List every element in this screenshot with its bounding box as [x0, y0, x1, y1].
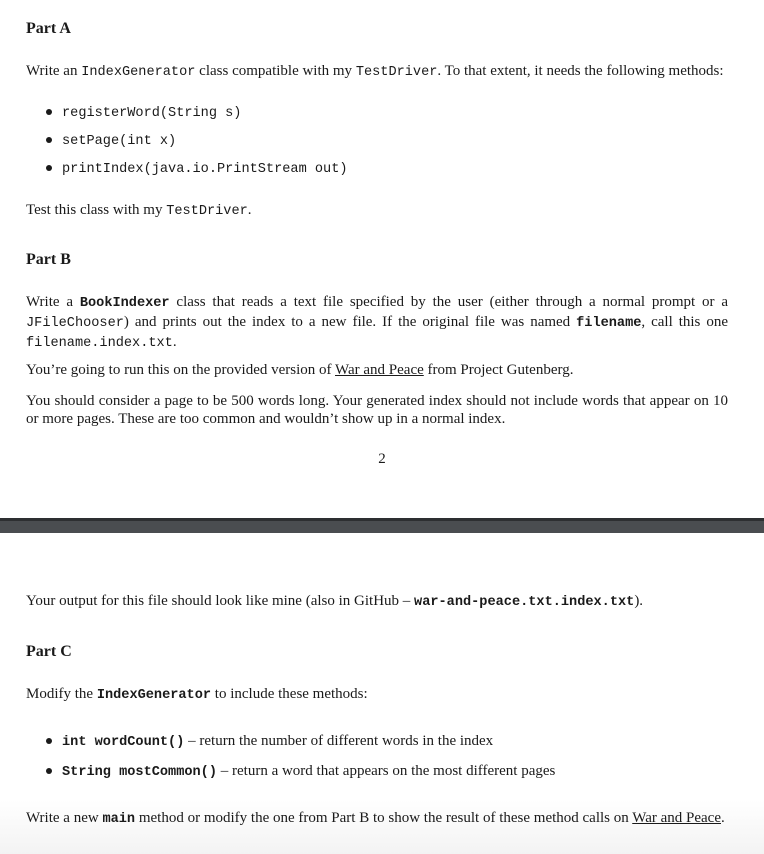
- part-c-heading: Part C: [26, 643, 72, 660]
- part-c-intro: Modify the IndexGenerator to include these methods:: [26, 686, 368, 703]
- method-list-item: String mostCommon() – return a word that appears on the most different pages: [46, 762, 555, 782]
- method-list-item: setPage(int x): [46, 131, 176, 151]
- part-a-intro: Write an IndexGenerator class compatible with my TestDriver. To that extent, it needs the following methods:: [26, 63, 724, 80]
- method-list-item: printIndex(java.io.PrintStream out): [46, 159, 348, 179]
- part-c-final-paragraph: Write a new main method or modify the one from Part B to show the result of these method calls on War and Peace.: [26, 810, 725, 827]
- page-number: 2: [378, 451, 386, 467]
- method-list-item: registerWord(String s): [46, 103, 241, 123]
- part-b-paragraph-2: You’re going to run this on the provided version of War and Peace from Project Gutenberg.: [26, 362, 574, 378]
- part-b-paragraph-1: Write a BookIndexer class that reads a text file specified by the user (either through a normal prompt or a JFileChooser) and prints out the index to a new file. If the original file was named filename, call this one filename.index.txt.: [26, 294, 728, 351]
- output-note: Your output for this file should look like mine (also in GitHub – war-and-peace.txt.index.txt).: [26, 593, 644, 610]
- bullet-icon: [46, 109, 52, 115]
- book-title: War and Peace: [632, 810, 721, 826]
- part-b-heading: Part B: [26, 251, 71, 268]
- bullet-icon: [46, 768, 52, 774]
- part-b-paragraph-3: You should consider a page to be 500 words long. Your generated index should not include words that appear on 10 or more pages. These are too common and wouldn’t show up in a normal index.: [26, 393, 728, 427]
- bullet-icon: [46, 137, 52, 143]
- bullet-icon: [46, 738, 52, 744]
- page-separator: [0, 518, 764, 533]
- code-test-driver: TestDriver: [355, 65, 438, 80]
- part-a-test-note: Test this class with my TestDriver.: [26, 202, 252, 219]
- code-index-generator: IndexGenerator: [81, 65, 196, 80]
- method-list-item: int wordCount() – return the number of different words in the index: [46, 732, 493, 752]
- bullet-icon: [46, 165, 52, 171]
- part-a-heading: Part A: [26, 20, 71, 37]
- book-title: War and Peace: [335, 362, 424, 378]
